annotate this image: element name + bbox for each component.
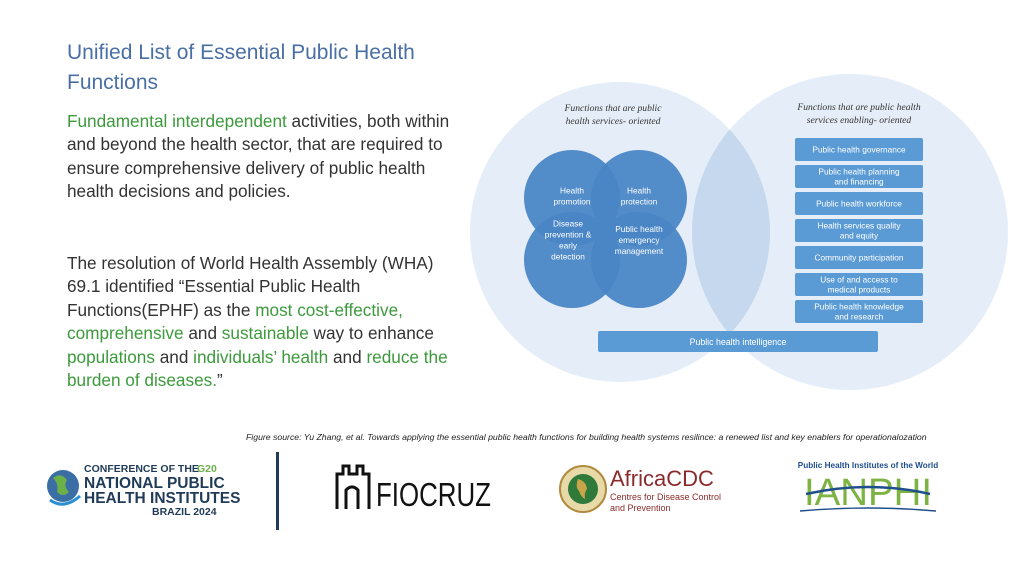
svg-text:AfricaCDC: AfricaCDC — [610, 466, 714, 491]
paragraph-run: reduce the burden of diseases. — [67, 346, 448, 391]
figure-source-caption: Figure source: Yu Zhang, et al. Towards applying the essential public health functions for building health systems resilince: a renewed list and key enablers for operationalozation — [246, 432, 927, 442]
paragraph-run: sustainable — [221, 323, 309, 344]
enabling-function-label: medical products — [827, 284, 891, 295]
left-heading-2: health services- oriented — [565, 116, 661, 127]
enabling-function-label: Public health planning — [818, 166, 900, 177]
petal-label-disease-prevention: Disease — [553, 218, 583, 229]
africacdc-logo — [558, 462, 728, 516]
paragraph-run: The resolution of World Health Assembly (WHA) 69.1 identified “Essential Public Health Functions(EPHF) as the — [67, 253, 434, 320]
paragraph-run: way to enhance — [308, 323, 434, 344]
svg-text:Centres for Disease Control: Centres for Disease Control — [610, 492, 722, 502]
paragraph-run: individuals’ health — [193, 346, 329, 367]
enabling-function-label: Public health governance — [812, 144, 906, 155]
petal-label-health-protection: protection — [620, 196, 658, 207]
slide-title: Unified List of Essential Public Health Functions — [67, 41, 415, 94]
paragraph-run: ” — [217, 370, 223, 391]
petal-label-health-protection: Health — [627, 185, 651, 196]
g20-conference-logo — [44, 460, 241, 518]
enabling-function-label: and financing — [834, 176, 884, 187]
petal-label-health-promotion: promotion — [553, 196, 591, 207]
petal-label-emergency-management: management — [614, 246, 664, 256]
right-heading-1: Functions that are public health — [797, 102, 921, 113]
svg-text:HEALTH INSTITUTES: HEALTH INSTITUTES — [84, 490, 241, 507]
svg-text:FIOCRUZ: FIOCRUZ — [376, 476, 491, 513]
svg-text:Public Health Institutes of th: Public Health Institutes of the World — [797, 461, 939, 470]
paragraph-run: populations — [67, 346, 155, 367]
left-heading-1: Functions that are public — [564, 103, 662, 114]
paragraph-run: and — [328, 346, 367, 367]
petal-label-emergency-management: Public health — [615, 224, 663, 234]
intro-paragraph — [67, 110, 457, 204]
ianphi-logo — [798, 458, 938, 516]
resolution-paragraph — [67, 252, 457, 392]
right-heading-2: services enabling- oriented — [806, 115, 912, 126]
svg-text:BRAZIL 2024: BRAZIL 2024 — [152, 506, 217, 518]
fiocruz-logo — [334, 462, 494, 512]
paragraph-run: and — [183, 323, 222, 344]
logo-separator — [276, 452, 279, 530]
paragraph-run: Fundamental interdependent — [67, 111, 287, 131]
paragraph-run: and — [154, 346, 194, 367]
enabling-function-label: Health services quality — [817, 220, 901, 231]
paragraph-run: most cost-effective, comprehensive — [67, 299, 403, 344]
svg-text:NATIONAL PUBLIC: NATIONAL PUBLIC — [84, 475, 225, 492]
ephf-diagram — [466, 80, 1011, 390]
enabling-function-label: Public health knowledge — [814, 301, 904, 312]
svg-text:and Prevention: and Prevention — [610, 503, 671, 513]
enabling-function-label: Use of and access to — [820, 274, 898, 285]
petal-label-disease-prevention: detection — [551, 251, 585, 262]
svg-text:CONFERENCE OF THE: CONFERENCE OF THE — [84, 463, 199, 475]
enabling-function-label: Public health workforce — [816, 198, 902, 209]
petal-label-health-promotion: Health — [560, 185, 584, 196]
enabling-function-label: Community participation — [814, 252, 904, 263]
svg-text:IANPHI: IANPHI — [804, 472, 932, 514]
enabling-function-label: and equity — [839, 230, 879, 241]
public-health-intelligence-label: Public health intelligence — [689, 337, 787, 347]
petal-label-disease-prevention: early — [559, 240, 577, 251]
petal-label-emergency-management: emergency — [618, 235, 660, 245]
svg-text:G20: G20 — [197, 463, 217, 475]
enabling-function-label: and research — [834, 311, 884, 322]
paragraph-run: activities, both within and beyond the health sector, that are required to ensure comprehensive delivery of public health health decisions and policies. — [67, 111, 450, 202]
petal-label-disease-prevention: prevention & — [544, 229, 592, 240]
